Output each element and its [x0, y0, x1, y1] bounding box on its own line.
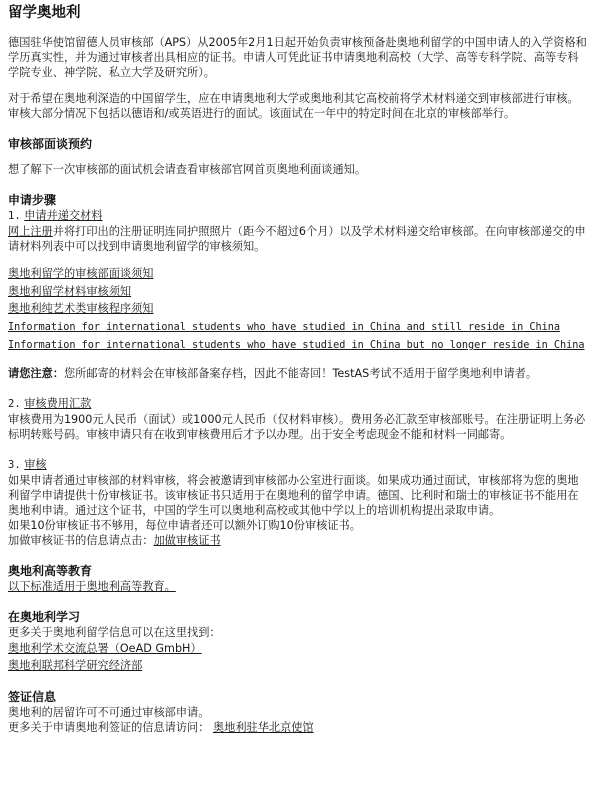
- note-paragraph: [8, 366, 589, 381]
- step1-text: [8, 224, 589, 254]
- step3-title-line: [8, 457, 589, 473]
- step1-description: 并将打印出的注册证明连同护照照片（距今不超过6个月）以及学术材料递交给审核部。在向审核部递交的申请材料列表中可以找到申请奥地利留学的审核须知。: [8, 225, 586, 253]
- online-register-link[interactable]: 网上注册: [8, 225, 53, 238]
- step3-number: 3.: [8, 458, 21, 471]
- visa-more-label: 更多关于申请奥地利签证的信息请访问：: [8, 720, 210, 734]
- embassy-link[interactable]: 奥地利驻华北京使馆: [212, 720, 314, 734]
- visa-heading: 签证信息: [8, 689, 57, 704]
- step3-text-2: 如果10份审核证书不够用，每位申请者还可以额外订购10份审核证书。: [8, 518, 361, 532]
- info-link-fine-arts[interactable]: 奥地利纯艺术类审核程序须知: [8, 302, 154, 315]
- intro-paragraph-2: 对于希望在奥地利深造的中国留学生，应在申请奥地利大学或奥地利其它高校前将学术材料递交到审核部进行审核。审核大部分情况下包括以德语和/或英语进行的面试。该面试在一年中的特定时间在北京的审核部举行。: [8, 92, 579, 120]
- page-title: 留学奥地利: [8, 5, 81, 21]
- higher-ed-heading: 奥地利高等教育: [8, 563, 93, 578]
- step2-title-link[interactable]: 审核费用汇款: [24, 396, 92, 410]
- ministry-link[interactable]: 奥地利联邦科学研究经济部: [8, 658, 143, 672]
- intro-paragraph-1: 德国驻华使馆留德人员审核部（APS）从2005年2月1日起开始负责审核预备赴奥地利留学的中国申请人的入学资格和学历真实性，并为通过审核者出具相应的证书。申请人可凭此证书申请奥地利高校（大学、高等专科学院、高等专科学院专业、神学院、私立大学及研究所）。: [8, 36, 587, 79]
- info-link-not-reside-china[interactable]: Information for international students who have studied in China but no longer reside in China: [8, 340, 585, 351]
- note-text: 您所邮寄的材料会在审核部备案存档，因此不能寄回！TestAS考试不适用于留学奥地利申请者。: [63, 366, 538, 380]
- step1-title-link[interactable]: 申请并递交材料: [24, 209, 103, 222]
- note-label: 请您注意：: [8, 366, 64, 380]
- interview-heading: 审核部面谈预约: [8, 137, 93, 151]
- study-links: [8, 640, 589, 674]
- info-link-reside-china[interactable]: Information for international students who have studied in China and still reside in China: [8, 321, 561, 333]
- oead-link[interactable]: 奥地利学术交流总署（OeAD GmbH）: [8, 641, 202, 655]
- study-heading: 在奥地利学习: [8, 609, 81, 624]
- extra-certificate-label: 加做审核证书的信息请点击：: [8, 533, 154, 547]
- step3-text-3: [8, 533, 589, 548]
- step1-number: 1.: [8, 210, 21, 222]
- step3-text-1: 如果申请者通过审核部的材料审核，将会被邀请到审核部办公室进行面谈。如果成功通过面试，审核部将为您的奥地利留学申请提供十份审核证书。该审核证书只适用于在奥地利的留学申请。德国、比利时和瑞士的审核证书不能用在奥地利申请。通过这个证书，中国的学生可以奥地利高校或其他中学以上的培训机构提出录取申请。: [8, 473, 579, 517]
- step1-title-line: [8, 208, 589, 224]
- visa-text-1: 奥地利的居留许可不可通过审核部申请。: [8, 705, 210, 719]
- visa-text-2: [8, 720, 589, 735]
- step2-title-line: [8, 396, 589, 412]
- steps-heading: 申请步骤: [8, 193, 57, 207]
- higher-ed-link[interactable]: 以下标准适用于奥地利高等教育。: [8, 579, 176, 593]
- info-link-documents[interactable]: 奥地利留学材料审核须知: [8, 284, 132, 298]
- study-text: 更多关于奥地利留学信息可以在这里找到：: [8, 625, 221, 639]
- step2-text: 审核费用为1900元人民币（面试）或1000元人民币（仅材料审核）。费用务必汇款至审核部账号。在注册证明上务必标明转账号码。审核申请只有在收到审核费用后才予以办理。出于安全考虑现金不能和材料一同邮寄。: [8, 412, 586, 441]
- info-links-list: [8, 265, 589, 355]
- step2-number: 2.: [8, 397, 21, 410]
- step3-title-link[interactable]: 审核: [24, 457, 47, 471]
- interview-text: 想了解下一次审核部的面试机会请查看审核部官网首页奥地利面谈通知。: [8, 163, 367, 176]
- info-link-interview[interactable]: 奥地利留学的审核部面谈须知: [8, 267, 154, 280]
- extra-certificate-link[interactable]: 加做审核证书: [153, 533, 221, 547]
